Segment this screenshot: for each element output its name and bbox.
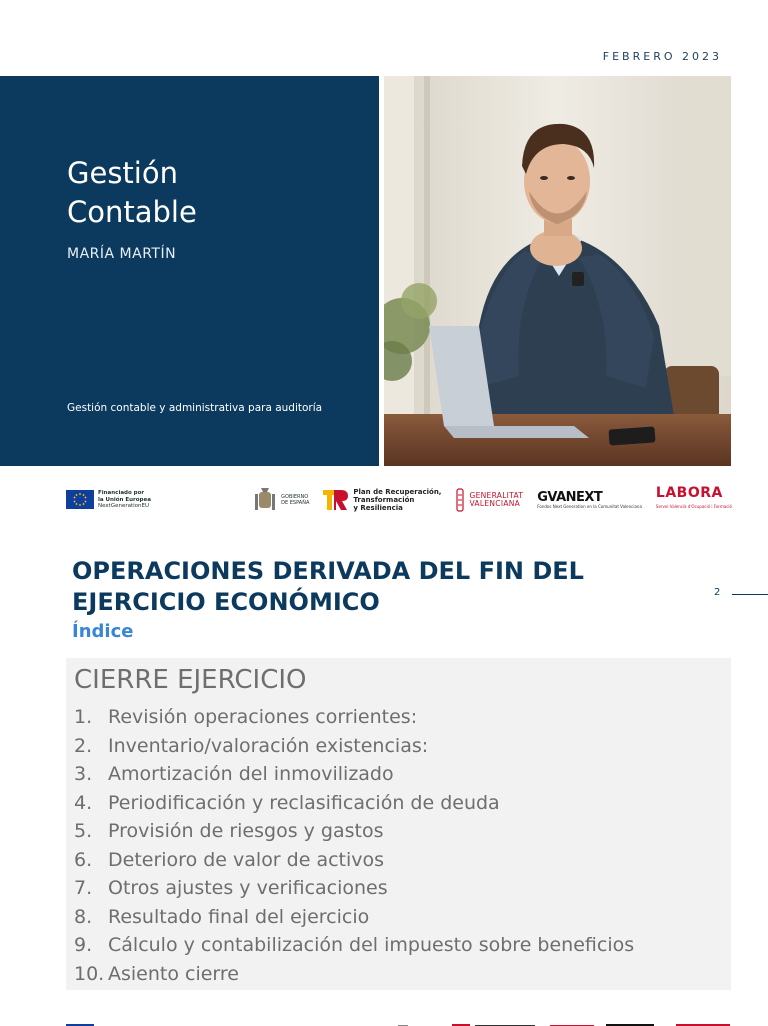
list-item-number: 5. — [74, 820, 93, 842]
list-item-text: Deterioro de valor de activos — [108, 848, 385, 871]
gvanext-label: GVANEXT — [537, 489, 603, 505]
hero-title-line1: Gestión — [67, 156, 178, 190]
generalitat-emblem-icon — [455, 487, 465, 513]
list-item-number: 1. — [74, 706, 93, 728]
list-item-number: 8. — [74, 905, 93, 928]
man-with-laptop-photo — [384, 76, 731, 466]
hero-title — [67, 154, 197, 232]
labora-label: LABORA — [655, 485, 723, 501]
eu-line2: la Unión Europea — [98, 496, 151, 503]
list-item — [74, 817, 634, 846]
list-item — [74, 931, 634, 960]
list-item — [74, 789, 634, 818]
labora-sub: Servei Valencià d'Ocupació i Formació — [655, 504, 732, 509]
gobierno-logo — [253, 486, 309, 514]
hero-title-line2: Contable — [67, 195, 197, 229]
list-item — [74, 960, 634, 989]
gvanext-sub: Fondos Next Generation en la Comunitat Valenciana — [537, 503, 642, 509]
eu-flag-icon — [66, 490, 94, 509]
list-item-text: Periodificación y reclasificación de deuda — [108, 791, 500, 814]
index-list — [74, 703, 634, 988]
index-heading: CIERRE EJERCICIO — [74, 665, 307, 695]
list-item-text: Resultado final del ejercicio — [108, 905, 370, 928]
list-item-number: 9. — [74, 934, 93, 956]
list-item — [74, 846, 634, 875]
eu-line3: NextGenerationEU — [98, 503, 149, 509]
generalitat-line1: GENERALITAT — [469, 490, 524, 500]
list-item — [74, 732, 634, 761]
date-label: FEBRERO 2023 — [602, 50, 722, 63]
page-number: 2 — [714, 587, 721, 598]
list-item-number: 7. — [74, 877, 93, 899]
prtr-line3: y Resiliencia — [353, 504, 403, 512]
sponsor-logos — [0, 482, 768, 522]
list-item-number: 10. — [74, 962, 105, 985]
list-item-number: 2. — [74, 734, 93, 757]
prtr-logo — [323, 488, 441, 512]
prtr-line1: Plan de Recuperación, — [353, 488, 442, 496]
section-title-line1: OPERACIONES DERIVADA DEL FIN DEL — [72, 557, 584, 585]
hero-subtitle: Gestión contable y administrativa para auditoría — [67, 402, 323, 414]
labora-logo — [656, 487, 732, 513]
hero-author: MARÍA MARTÍN — [67, 246, 177, 262]
list-item-text: Amortización del inmovilizado — [108, 763, 394, 785]
list-item-number: 4. — [74, 791, 93, 814]
gobierno-line2: DE ESPAÑA — [281, 500, 310, 506]
list-item-text: Inventario/valoración existencias: — [108, 734, 429, 757]
list-item-text: Revisión operaciones corrientes: — [108, 706, 418, 728]
gobierno-line1: GOBIERNO — [281, 494, 309, 500]
footer-logos-cropped — [0, 1016, 768, 1026]
list-item — [74, 903, 634, 932]
list-item-text: Cálculo y contabilización del impuesto sobre beneficios — [108, 934, 635, 956]
prtr-mark-icon — [323, 488, 349, 512]
list-item — [74, 874, 634, 903]
section-title — [72, 556, 672, 618]
generalitat-line2: VALENCIANA — [469, 499, 521, 508]
coat-of-arms-icon — [253, 486, 277, 514]
gvanext-logo — [537, 489, 642, 509]
generalitat-logo — [455, 487, 523, 513]
list-item-text: Otros ajustes y verificaciones — [108, 877, 388, 899]
eu-logo — [66, 490, 151, 510]
hero-photo — [384, 76, 731, 466]
list-item-text: Provisión de riesgos y gastos — [108, 820, 384, 842]
page-number-rule — [732, 594, 768, 595]
section-title-line2: EJERCICIO ECONÓMICO — [72, 588, 380, 616]
index-subtitle: Índice — [72, 621, 134, 642]
eu-text — [98, 490, 151, 510]
list-item-number: 3. — [74, 763, 93, 785]
list-item — [74, 703, 634, 732]
partner-logos — [253, 486, 732, 514]
list-item-number: 6. — [74, 848, 93, 871]
list-item — [74, 760, 634, 789]
prtr-line2: Transformación — [353, 496, 415, 504]
eu-line1: Financiado por — [98, 490, 145, 496]
index-box — [66, 658, 731, 990]
list-item-text: Asiento cierre — [108, 962, 239, 985]
